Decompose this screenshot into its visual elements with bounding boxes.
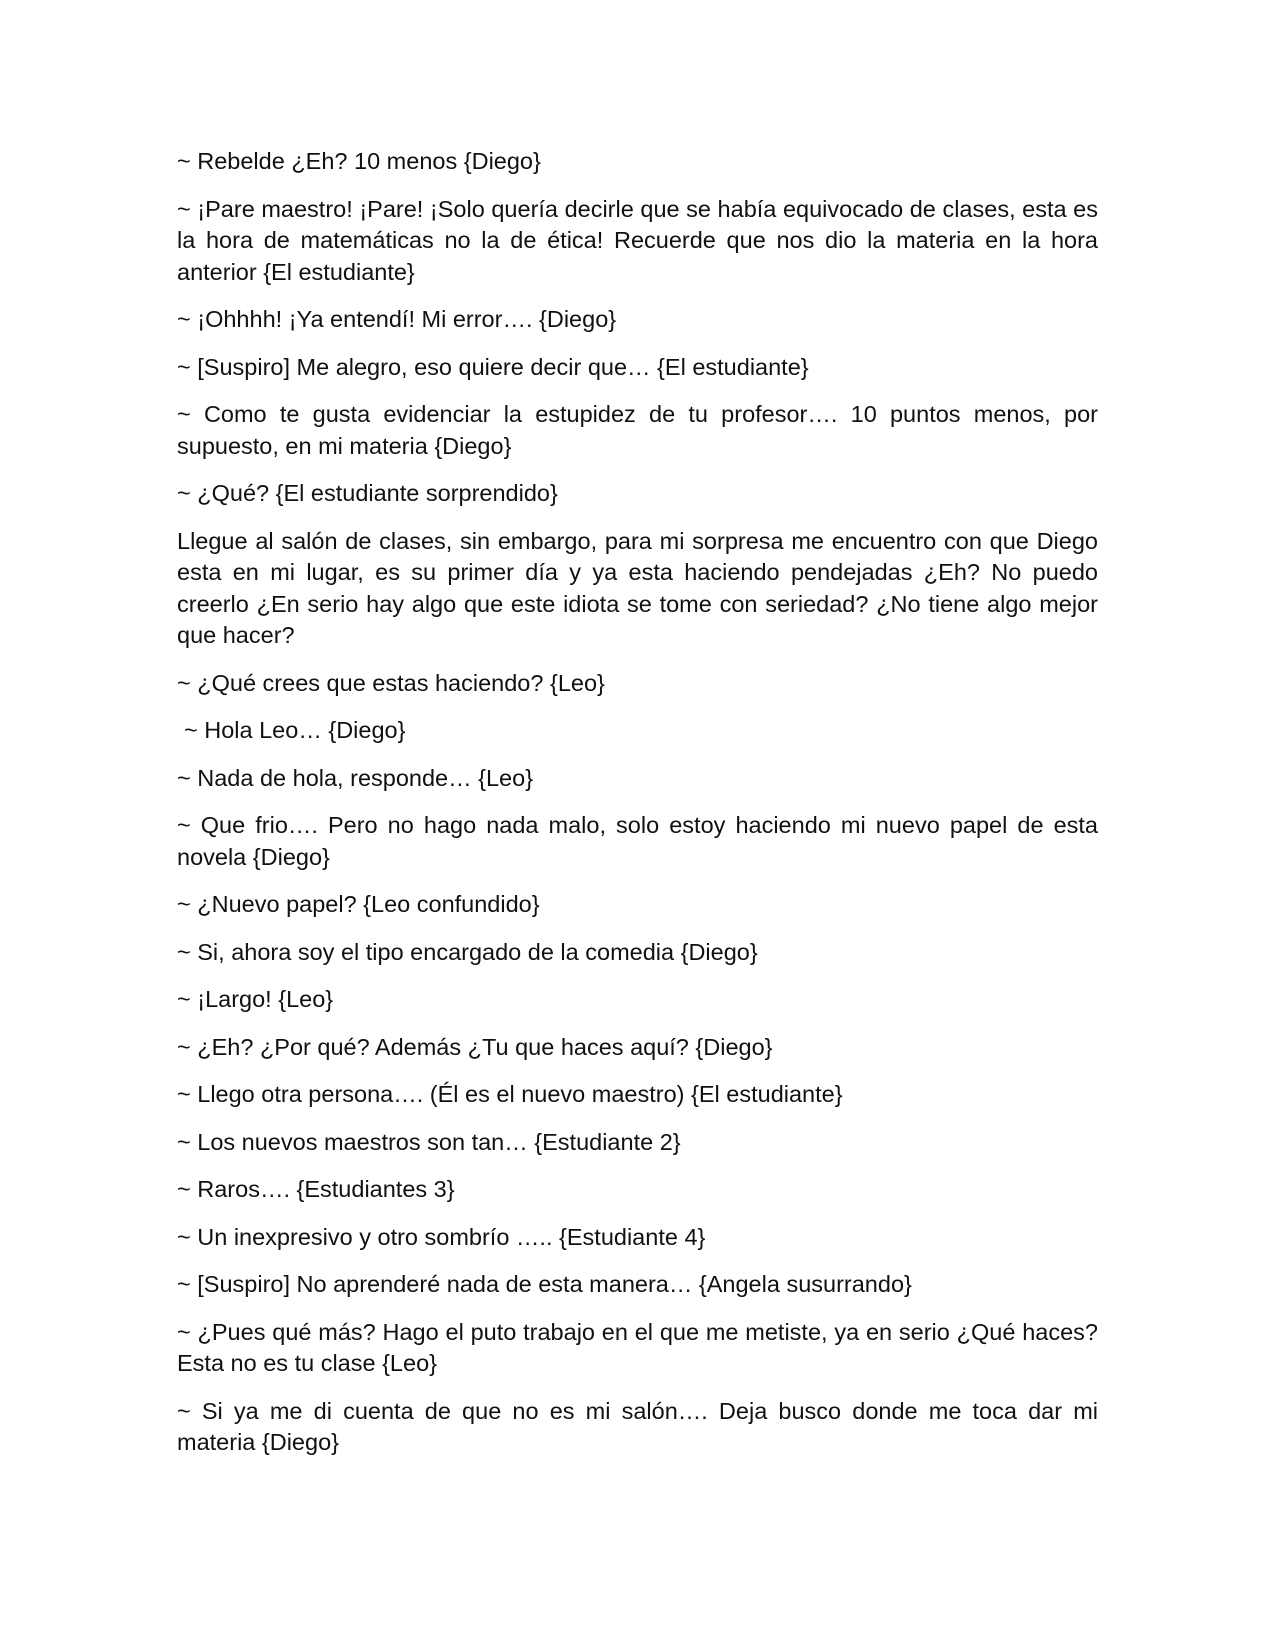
dialogue-line: ~ Que frio…. Pero no hago nada malo, solo estoy haciendo mi nuevo papel de esta novela {Diego} bbox=[177, 812, 1098, 870]
dialogue-line: ~ Si, ahora soy el tipo encargado de la comedia {Diego} bbox=[177, 938, 758, 965]
dialogue-line: ~ Llego otra persona…. (Él es el nuevo maestro) {El estudiante} bbox=[177, 1081, 843, 1107]
dialogue-line: ~ ¿Nuevo papel? {Leo confundido} bbox=[177, 891, 540, 917]
dialogue-line: ~ [Suspiro] No aprenderé nada de esta manera… {Angela susurrando} bbox=[177, 1271, 912, 1297]
dialogue-line: ~ Raros…. {Estudiantes 3} bbox=[177, 1176, 455, 1202]
dialogue-line: ~ ¿Pues qué más? Hago el puto trabajo en el que me metiste, ya en serio ¿Qué haces? Esta no es tu clase {Leo} bbox=[177, 1318, 1098, 1376]
dialogue-line: ~ Hola Leo… {Diego} bbox=[184, 717, 406, 743]
dialogue-line: ~ Rebelde ¿Eh? 10 menos {Diego} bbox=[177, 148, 541, 174]
dialogue-line: ~ Nada de hola, responde… {Leo} bbox=[177, 764, 534, 791]
dialogue-line: ~ Un inexpresivo y otro sombrío ….. {Estudiante 4} bbox=[177, 1223, 706, 1250]
dialogue-line: ~ ¿Qué? {El estudiante sorprendido} bbox=[177, 480, 558, 506]
dialogue-line: ~ ¡Largo! {Leo} bbox=[177, 986, 334, 1012]
dialogue-line: ~ ¿Qué crees que estas haciendo? {Leo} bbox=[177, 669, 605, 696]
dialogue-line: ~ [Suspiro] Me alegro, eso quiere decir que… {El estudiante} bbox=[177, 353, 809, 380]
dialogue-line: ~ ¡Pare maestro! ¡Pare! ¡Solo quería decirle que se había equivocado de clases, esta es la hora de matemáticas no la de ética! Recuerde que nos dio la materia en la hora anterior {El estudiante} bbox=[177, 195, 1098, 285]
dialogue-line: ~ ¿Eh? ¿Por qué? Además ¿Tu que haces aquí? {Diego} bbox=[177, 1033, 773, 1060]
document-body bbox=[177, 146, 1098, 1475]
dialogue-line: ~ Si ya me di cuenta de que no es mi salón…. Deja busco donde me toca dar mi materia {Diego} bbox=[177, 1397, 1098, 1455]
dialogue-line: ~ ¡Ohhhh! ¡Ya entendí! Mi error…. {Diego} bbox=[177, 306, 617, 332]
dialogue-line: ~ Los nuevos maestros son tan… {Estudiante 2} bbox=[177, 1128, 681, 1155]
narration-paragraph: Llegue al salón de clases, sin embargo, para mi sorpresa me encuentro con que Diego esta en mi lugar, es su primer día y ya esta haciendo pendejadas ¿Eh? No puedo creerlo ¿En serio hay algo que este idiota se tome con seriedad? ¿No tiene algo mejor que hacer? bbox=[177, 527, 1098, 648]
dialogue-line: ~ Como te gusta evidenciar la estupidez de tu profesor…. 10 puntos menos, por supuesto, en mi materia {Diego} bbox=[177, 401, 1098, 459]
